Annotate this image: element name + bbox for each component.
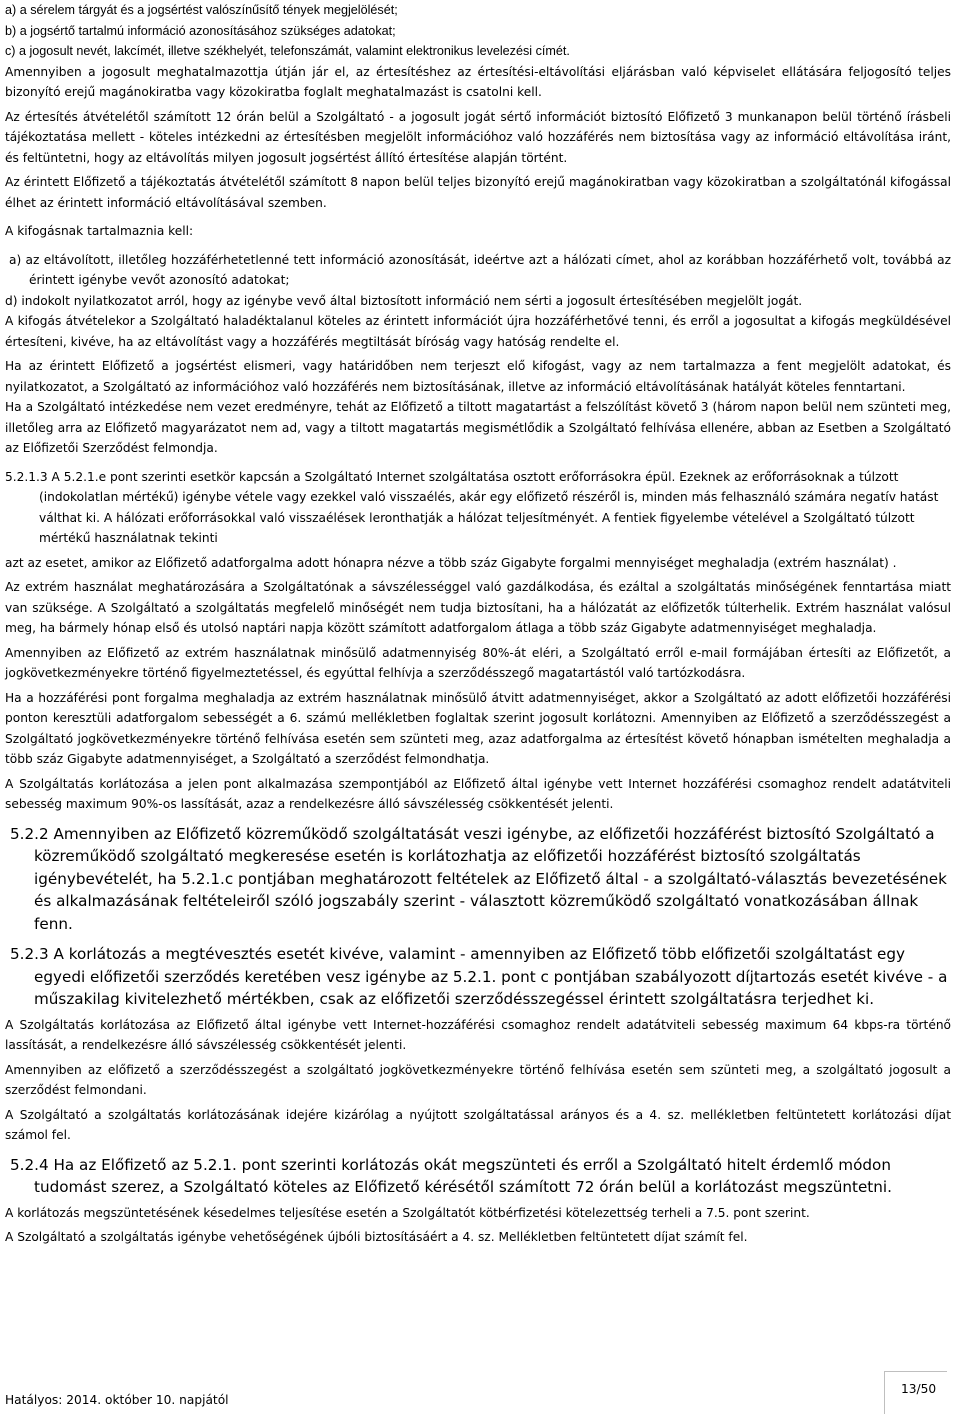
page-number: 13/50 bbox=[901, 1382, 937, 1396]
paragraph-objection-received: A kifogás átvételekor a Szolgáltató haladéktalanul köteles az érintett információt újra hozzáférhetővé tenni, és erről a jogosultat a kifogás megküldésével értesíteni, kivéve, ha az eltávolítást vagy a hozzáférés megtiltását bíróság vagy hatóság rendelte el. bbox=[5, 314, 951, 349]
paragraph-extreme-usage-definition: azt az esetet, amikor az Előfizető adatforgalma adott hónapra nézve a több száz Gigabyte forgalmi mennyiséget meghaladja (extrém használat) . bbox=[5, 555, 897, 570]
paragraph-extreme-usage-warning: Amennyiben az Előfizető az extrém használatnak minősülő adatmennyiség 80%-át eléri, a Szolgáltató erről e-mail formájában értesíti az Előfizetőt, a jogkövetkezményekre történő figyelmeztetéssel, és egyúttal felhívja a szerződésszegő magatartástól való tartózkodásra. bbox=[5, 645, 951, 680]
paragraph-extreme-usage-reason: Az extrém használat meghatározására a Szolgáltatónak a sávszélességgel való gazdálkodása, és ezáltal a szolgáltatás minőségének fenntartása miatt van szüksége. A Szolgáltató a szolgáltatás megfelelő minőségét nem tudja biztosítani, ha a hálózatát az előfizetők túlterhelik. Extrém használat valósul meg, ha bármely hónap első és utolsó naptári napja között számított adatforgalom átlaga a több száz Gigabyte adatmennyiséget meghaladja. bbox=[5, 580, 951, 635]
list-item-b: b) a jogsértő tartalmú információ azonosításához szükséges adatokat; bbox=[5, 23, 396, 38]
paragraph-restriction-meaning: A Szolgáltatás korlátozása a jelen pont alkalmazása szempontjából az Előfizető által igénybe vett Internet hozzáférési csomaghoz rendelt adatátviteli sebesség maximum 90%-os lassítását, azaz a rendelkezésre álló sávszélesség csökkentését jelenti. bbox=[5, 776, 951, 811]
paragraph-restriction-fee: A Szolgáltató a szolgáltatás korlátozásának idejére kizárólag a nyújtott szolgáltatással arányos és a 4. sz. mellékletben feltüntetett korlátozási díjat számol fel. bbox=[5, 1107, 951, 1142]
paragraph-authorization: Amennyiben a jogosult meghatalmazottja útján jár el, az értesítéshez az értesítési-eltávolítási eljárásban való képviselet ellátására feljogosító teljes bizonyító erejű magánokiratba vagy közokiratba foglalt meghatalmazást is csatolni kell. bbox=[5, 64, 951, 99]
list-item-c: c) a jogosult nevét, lakcímét, illetve székhelyét, telefonszámát, valamint elektronikus levelezési címét. bbox=[5, 44, 570, 58]
paragraph-objection-contents-intro: A kifogásnak tartalmaznia kell: bbox=[5, 224, 194, 238]
document-body bbox=[5, 0, 951, 1248]
paragraph-objection-deadline: Az érintett Előfizető a tájékoztatás átvételétől számított 8 napon belül teljes bizonyító erejű magánokiratban vagy közokiratban a szolgáltatónál kifogással élhet az érintett információ eltávolításával szemben. bbox=[5, 175, 951, 210]
paragraph-notification-timeline: Az értesítés átvételétől számított 12 órán belül a Szolgáltató - a jogosult jogát sértő információt biztosító Előfizető 3 munkanapon belül történő írásbeli tájékoztatása mellett - köteles intézkedni az értesítésben megjelölt információhoz való hozzáférés nem biztosítása vagy az információ eltávolítása iránt, és feltüntetni, hogy az eltávolítás milyen jogosult jogsértést állító értesítése alapján történt. bbox=[5, 109, 951, 165]
section-5-2-3: 5.2.3 A korlátozás a megtévesztés esetét kivéve, valamint - amennyiben az Előfizető több előfizetői szolgáltatást egy egyedi előfizetői szerződés keretében vesz igénybe az 5.2.1. pont c pontjában szabályozott díjtartozás esetét kivéve - a műszakilag kivitelezhető mértékben, csak az előfizetői szerződésszegéssel érintett szolgáltatásra terjedhet ki. bbox=[10, 945, 948, 1008]
paragraph-reconnection-fee: A Szolgáltató a szolgáltatás igénybe vehetőségének újbóli biztosításáért a 4. sz. Mellékletben feltüntetett díjat számít fel. bbox=[5, 1230, 748, 1244]
paragraph-termination: Ha a Szolgáltató intézkedése nem vezet eredményre, tehát az Előfizető a tiltott magatartást a felszólítást követő 3 (három napon belül nem szünteti meg, illetőleg arra az Előfizető magyarázatot nem ad, vagy a tiltott magatartás megismétlődik a Szolgáltató felhívása ellenére, abban az Esetben a Szolgáltató az Előfizetői Szerződést felmondja. bbox=[5, 400, 951, 455]
list-item-objection-a: a) az eltávolított, illetőleg hozzáférhetetlenné tett információ azonosítását, ideértve azt a hálózati címet, ahol az korábban hozzáférhető volt, továbbá az érintett igénybe vevőt azonosító adatokat; bbox=[9, 252, 951, 287]
section-5-2-4: 5.2.4 Ha az Előfizető az 5.2.1. pont szerinti korlátozás okát megszünteti és erről a Szolgáltató hitelt érdemlő módon tudomást szerez, a Szolgáltató köteles az Előfizető kérésétől számított 72 órán belül a korlátozást megszüntetni. bbox=[10, 1155, 892, 1196]
paragraph-termination-right: Amennyiben az előfizető a szerződésszegést a szolgáltató jogkövetkezményekre történő felhívása esetén sem szünteti meg, a szolgáltató jogosult a szerződést felmondani. bbox=[5, 1062, 951, 1097]
section-5-2-1-3: 5.2.1.3 A 5.2.1.e pont szerinti esetkör kapcsán a Szolgáltató Internet szolgáltatása osztott erőforrásokra épül. Ezeknek az erőforrásoknak a túlzott (indokolatlan mértékű) igénybe vétele vagy ezekkel való visszaélés, akár egy előfizető részéről is, minden más felhasználó számára negatív hatást válthat ki. A hálózati erőforrásokkal való visszaélések leronthatják a hálózat teljesítményét. A fentiek figyelembe vételével a Szolgáltató túlzott mértékű használatnak tekinti bbox=[5, 469, 939, 545]
paragraph-penalty: A korlátozás megszüntetésének késedelmes teljesítése esetén a Szolgáltatót kötbérfizetési kötelezettség terheli a 7.5. pont szerint. bbox=[5, 1205, 810, 1220]
footer-effective-date: Hatályos: 2014. október 10. napjától bbox=[5, 1393, 229, 1407]
list-item-a: a) a sérelem tárgyát és a jogsértést valószínűsítő tények megjelölését; bbox=[5, 3, 398, 17]
list-item-objection-d: d) indokolt nyilatkozatot arról, hogy az igénybe vevő által biztosított információ nem sérti a jogosult értesítésében megjelölt jogát. bbox=[5, 293, 803, 308]
page-number-box bbox=[884, 1371, 947, 1414]
paragraph-infringement-acknowledged: Ha az érintett Előfizető a jogsértést elismeri, vagy határidőben nem terjeszt elő kifogást, vagy az nem tartalmazza a fent megjelölt adatokat, és nyilatkozatot, a Szolgáltató az információhoz való hozzáférés nem biztosításának, illetve az információ eltávolításának hatályát köteles fenntartani. bbox=[5, 359, 951, 394]
paragraph-access-point-throttling: Ha a hozzáférési pont forgalma meghaladja az extrém használatnak minősülő átvitt adatmennyiséget, akkor a Szolgáltató az adott előfizetői hozzáférési ponton keresztüli adatforgalom sebességét a 6. számú mellékletben foglaltak szerint jogosult korlátozni. Amennyiben az Előfizető a szerződésszegést a Szolgáltató jogkövetkezményekre történő felhívása esetén sem szünteti meg, azaz adatforgalma az értesítést követő hónapban ismételten meghaladja a több száz Gigabyte adatmennyiséget, a Szolgáltató a szerződést felmondhatja. bbox=[5, 690, 951, 766]
section-5-2-2: 5.2.2 Amennyiben az Előfizető közreműködő szolgáltatását veszi igénybe, az előfizetői hozzáférést biztosító Szolgáltató a közreműködő szolgáltató megkeresése esetén is korlátozhatja az előfizetői hozzáférést biztosító szolgáltatás igénybevételét, ha 5.2.1.c pontjában meghatározott feltételek az Előfizető által - a szolgáltató-választás bevezetésének és alkalmazásának feltételeiről szóló jogszabály szerint - választott közreműködő szolgáltató vonatkozásában állnak fenn. bbox=[10, 824, 947, 933]
paragraph-restriction-64kbps: A Szolgáltatás korlátozása az Előfizető által igénybe vett Internet-hozzáférési csomaghoz rendelt adatátviteli sebesség maximum 64 kbps-ra történő lassítását, a rendelkezésre álló sávszélesség csökkentését jelenti. bbox=[5, 1017, 951, 1052]
